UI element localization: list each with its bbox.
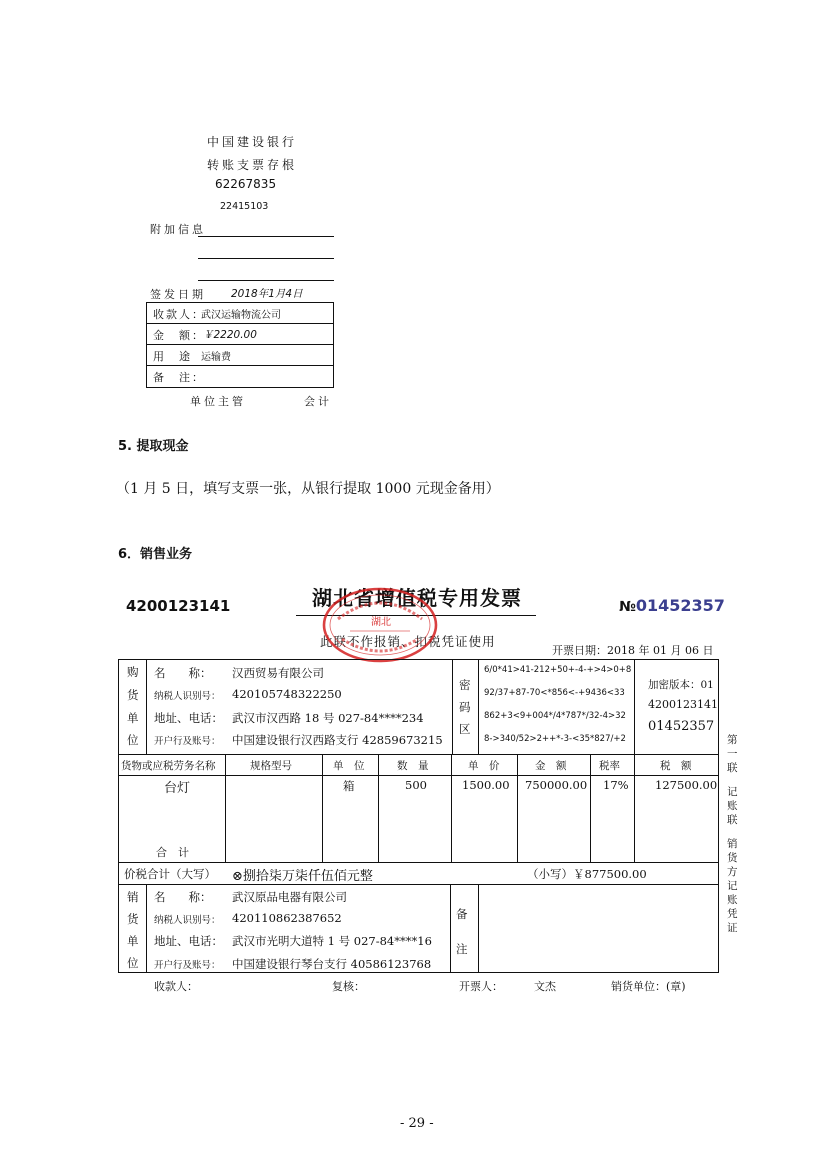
buyer-side-char-2: 货 — [127, 688, 139, 702]
grid-v-remark-right — [478, 884, 479, 973]
extra-info-line-1 — [198, 236, 334, 237]
buyer-name-label: 名 称： — [154, 666, 212, 680]
col-header-rate: 税率 — [599, 760, 620, 772]
remark-char-2: 注 — [456, 942, 468, 956]
buyer-taxid: 420105748322250 — [232, 687, 342, 701]
invoice-subtitle: 此联不作报销、扣税凭证使用 — [320, 634, 496, 649]
invoice-code: 4200123141 — [126, 597, 231, 615]
item-unit: 箱 — [343, 779, 355, 793]
footer-seller-unit-label: 销货单位：(章) — [611, 980, 686, 993]
cipher-line-2: 92/37+87-70<*856<-+9436<33 — [484, 688, 625, 698]
cipher-line-3: 862+3<9+004*/4*787*/32-4>32 — [484, 711, 626, 721]
total-label: 合 计 — [156, 846, 189, 859]
buyer-address-label: 地址、电话： — [154, 711, 223, 725]
stub-row-amount — [147, 324, 333, 345]
buyer-taxid-label: 纳税人识别号： — [154, 691, 221, 702]
invoice-number-value: 01452357 — [635, 596, 725, 615]
stamp-text: 湖北 — [371, 617, 391, 628]
footer-reviewer-label: 复核： — [332, 980, 365, 993]
seller-taxid: 420110862387652 — [232, 911, 342, 925]
side-note-char: 记 — [727, 880, 738, 892]
encrypt-number: 01452357 — [648, 719, 715, 734]
cipher-char-3: 区 — [459, 722, 471, 736]
amount-label: 金 额： — [153, 329, 205, 342]
grid-h-1 — [118, 754, 719, 755]
total-small: ￥877500.00 — [573, 867, 647, 881]
cipher-char-2: 码 — [459, 700, 471, 714]
page-number: - 29 - — [400, 1116, 434, 1131]
total-in-words-label: 价税合计（大写） — [124, 867, 216, 881]
grid-h-3 — [118, 862, 719, 863]
amount-value: ￥2220.00 — [203, 329, 257, 341]
buyer-side-char-1: 购 — [127, 665, 139, 679]
col-header-qty: 数 量 — [397, 760, 429, 772]
grid-v-col-1 — [225, 754, 226, 862]
grid-v-col-6 — [590, 754, 591, 862]
footer-payee-label: 收款人： — [154, 980, 198, 993]
buyer-bank-label: 开户行及账号： — [154, 736, 221, 747]
stub-row-remark — [147, 366, 333, 387]
col-header-tax: 税 额 — [660, 760, 692, 772]
issue-date-value: 2018年1月4日 — [231, 288, 303, 300]
issue-date-label: 签发日期 — [150, 288, 206, 301]
side-note-char: 证 — [727, 922, 738, 934]
grid-v-col-4 — [451, 754, 452, 862]
purpose-value: 运输费 — [201, 352, 231, 363]
stub-row-purpose — [147, 345, 333, 366]
supervisor-label: 单位主管 — [190, 395, 246, 408]
seller-name: 武汉原品电器有限公司 — [232, 890, 347, 904]
col-header-spec: 规格型号 — [250, 760, 292, 772]
cheque-stub-box — [146, 302, 334, 388]
stub-title: 转账支票存根 — [207, 158, 298, 172]
encrypt-code: 4200123141 — [648, 698, 718, 711]
side-note-char: 记 — [727, 786, 738, 798]
buyer-name: 汉西贸易有限公司 — [232, 666, 324, 680]
cipher-line-4: 8->340/52>2++*-3-<35*827/+2 — [484, 734, 626, 744]
grid-v-seller-side — [146, 884, 147, 973]
grid-v-encrypt-left — [634, 659, 635, 754]
seller-side-char-4: 位 — [127, 956, 139, 970]
grid-v-buyer-side — [146, 659, 147, 754]
invoice-issue-date: 开票日期：2018 年 01 月 06 日 — [552, 644, 714, 657]
buyer-address: 武汉市汉西路 18 号 027-84****234 — [232, 711, 424, 725]
total-in-words: ⊗捌拾柒万柒仟伍佰元整 — [232, 869, 373, 884]
item-tax: 127500.00 — [655, 778, 718, 792]
extra-info-line-3 — [198, 280, 334, 281]
buyer-bank: 中国建设银行汉西路支行 42859673215 — [232, 733, 443, 747]
grid-v-col-2 — [322, 754, 323, 862]
section5-title: 5. 提取现金 — [118, 439, 189, 454]
side-note-gap — [727, 827, 739, 837]
extra-info-line-2 — [198, 258, 334, 259]
grid-v-cipher-left — [452, 659, 453, 754]
item-amount: 750000.00 — [525, 778, 588, 792]
section5-text: （1 月 5 日，填写支票一张，从银行提取 1000 元现金备用） — [116, 481, 500, 497]
seller-bank: 中国建设银行琴台支行 40586123768 — [232, 957, 432, 971]
side-note-char: 方 — [727, 866, 738, 878]
seller-address-label: 地址、电话： — [154, 934, 223, 948]
footer-issuer-label: 开票人： — [459, 980, 503, 993]
total-small-label: （小写） — [527, 867, 573, 881]
grid-v-remark-left — [450, 884, 451, 973]
side-note-char: 凭 — [727, 908, 738, 920]
item-price: 1500.00 — [462, 778, 510, 792]
grid-v-cipher-right — [478, 659, 479, 754]
side-note-char: 销 — [727, 838, 738, 850]
extra-info-label: 附加信息 — [150, 223, 206, 236]
side-note-char: 一 — [727, 748, 738, 760]
accountant-label: 会计 — [304, 395, 332, 408]
payee-label: 收款人： — [153, 308, 205, 321]
buyer-side-char-4: 位 — [127, 733, 139, 747]
col-header-amount: 金 额 — [535, 760, 567, 772]
invoice-number — [619, 596, 725, 615]
side-note-char: 货 — [727, 852, 738, 864]
col-header-unit: 单 位 — [333, 760, 365, 772]
purpose-label: 用 途 — [153, 350, 192, 363]
seller-name-label: 名 称： — [154, 890, 212, 904]
section6-title: 6．销售业务 — [118, 547, 193, 562]
cheque-number-2: 22415103 — [220, 201, 269, 212]
remark-label: 备 注： — [153, 371, 205, 384]
col-header-name: 货物或应税劳务名称 — [121, 760, 216, 772]
side-note-char: 第 — [727, 734, 738, 746]
side-note-char: 联 — [727, 762, 738, 774]
grid-h-2 — [118, 775, 719, 776]
grid-v-col-7 — [634, 754, 635, 862]
side-note — [727, 733, 739, 935]
item-name: 台灯 — [164, 781, 191, 796]
footer-issuer: 文杰 — [534, 980, 556, 993]
stub-row-payee — [147, 303, 333, 324]
seller-side-char-1: 销 — [127, 890, 139, 904]
cheque-number-1: 62267835 — [215, 177, 277, 191]
encrypt-version: 加密版本：01 — [648, 679, 714, 691]
seller-side-char-3: 单 — [127, 934, 139, 948]
remark-char-1: 备 — [456, 907, 468, 921]
seller-side-char-2: 货 — [127, 912, 139, 926]
side-note-char: 账 — [727, 800, 738, 812]
col-header-price: 单 价 — [468, 760, 500, 772]
bank-name: 中国建设银行 — [207, 135, 298, 149]
item-qty: 500 — [405, 778, 427, 792]
seller-taxid-label: 纳税人识别号： — [154, 915, 221, 926]
side-note-char: 联 — [727, 814, 738, 826]
payee-value: 武汉运输物流公司 — [201, 310, 281, 321]
cipher-line-1: 6/0*41>41-212+50+-4-+>4>0+8 — [484, 665, 632, 675]
invoice-number-prefix: № — [619, 599, 636, 615]
grid-v-col-5 — [517, 754, 518, 862]
item-rate: 17% — [603, 778, 629, 792]
cipher-char-1: 密 — [459, 678, 471, 692]
grid-h-4 — [118, 884, 719, 885]
side-note-char: 账 — [727, 894, 738, 906]
buyer-side-char-3: 单 — [127, 711, 139, 725]
seller-address: 武汉市光明大道特 1 号 027-84****16 — [232, 934, 432, 948]
seller-bank-label: 开户行及账号： — [154, 960, 221, 971]
grid-v-col-3 — [378, 754, 379, 862]
invoice-title: 湖北省增值税专用发票 — [312, 586, 522, 610]
side-note-gap — [727, 775, 739, 785]
